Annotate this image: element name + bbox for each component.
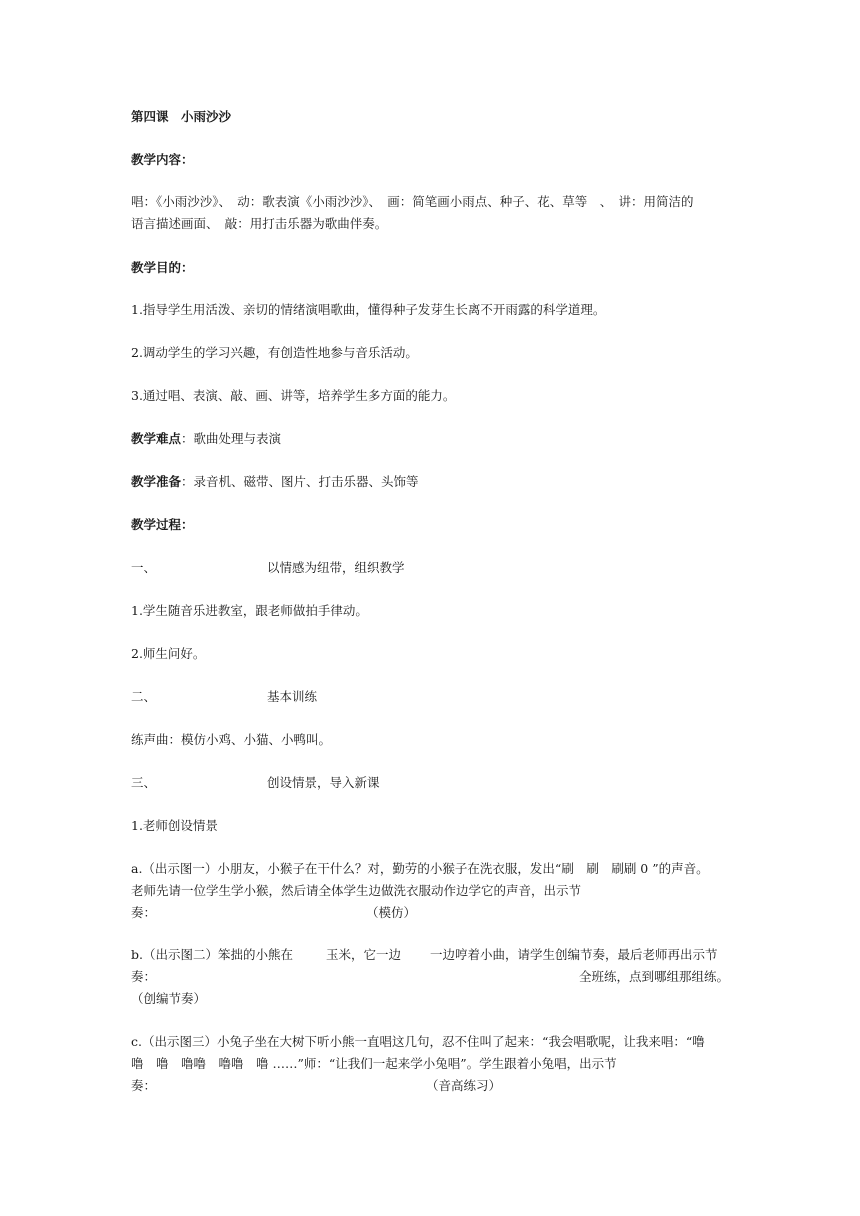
- para-c-line-3-right: （音高练习）: [426, 1078, 502, 1093]
- para-b-line-1-c: 一边哼着小曲，请学生创编节奏，最后老师再出示节: [430, 947, 718, 962]
- prep-line: [131, 474, 419, 490]
- section-1-num: 一、: [131, 560, 157, 575]
- para-a-line-3-right: （模仿）: [366, 905, 417, 920]
- section-2-title: 基本训练: [267, 689, 318, 704]
- para-b-line-1-b: 玉米，它一边: [326, 947, 402, 962]
- section-1-item-2: 2.师生问好。: [131, 646, 206, 661]
- section-2-num: 二、: [131, 689, 157, 704]
- para-c-line-1: c.（出示图三）小兔子坐在大树下听小熊一直唱这几句，忍不住叫了起来：“我会唱歌呢，让我来唱：“噜: [131, 1034, 705, 1049]
- para-b-line-1-a: b.（出示图二）笨拙的小熊在: [131, 947, 293, 962]
- prep-text: ：录音机、磁带、图片、打击乐器、头饰等: [181, 474, 419, 489]
- section-3-item-1: 1.老师创设情景: [131, 818, 218, 833]
- section-3-title: 创设情景，导入新课: [267, 775, 380, 790]
- goal-item-2: 2.调动学生的学习兴趣，有创造性地参与音乐活动。: [131, 345, 418, 360]
- goal-item-1: 1.指导学生用活泼、亲切的情绪演唱歌曲，懂得种子发芽生长离不开雨露的科学道理。: [131, 302, 606, 317]
- difficulty-label: 教学难点: [131, 431, 182, 446]
- para-c-line-3-left: 奏：: [131, 1078, 157, 1093]
- para-b-line-2-right: 全班练，点到哪组那组练。: [579, 969, 730, 984]
- goals-heading: 教学目的：: [131, 260, 194, 275]
- content-heading: 教学内容：: [131, 152, 194, 167]
- difficulty-line: [131, 431, 281, 447]
- para-a-line-3-left: 奏：: [131, 905, 157, 920]
- content-line-1: 唱：《小雨沙沙》、 动：歌表演《小雨沙沙》、 画：简笔画小雨点、种子、花、草等 、 讲：用简洁的: [131, 194, 694, 209]
- section-2-text: 练声曲：模仿小鸡、小猫、小鸭叫。: [131, 732, 332, 747]
- difficulty-text: ：歌曲处理与表演: [181, 431, 282, 446]
- para-b-line-3: （创编节奏）: [131, 991, 207, 1006]
- section-1-title: 以情感为纽带，组织教学: [267, 560, 405, 575]
- content-line-2: 语言描述画面、 敲：用打击乐器为歌曲伴奏。: [131, 216, 388, 231]
- para-c-line-2: 噜 噜 噜噜 噜噜 噜 ……”师：“让我们一起来学小兔唱”。学生跟着小兔唱，出示节: [131, 1056, 617, 1071]
- goal-item-3: 3.通过唱、表演、敲、画、讲等，培养学生多方面的能力。: [131, 388, 456, 403]
- process-heading: 教学过程：: [131, 517, 194, 532]
- para-a-line-2: 老师先请一位学生学小猴，然后请全体学生边做洗衣服动作边学它的声音，出示节: [131, 883, 582, 898]
- section-3-num: 三、: [131, 775, 157, 790]
- para-a-line-1: a.（出示图一）小朋友，小猴子在干什么？对，勤劳的小猴子在洗衣服，发出“刷 刷 刷刷 0 ”的声音。: [131, 861, 709, 876]
- para-b-line-2-left: 奏：: [131, 969, 157, 984]
- section-1-item-1: 1.学生随音乐进教室，跟老师做拍手律动。: [131, 603, 368, 618]
- lesson-title: 第四课 小雨沙沙: [131, 109, 232, 124]
- prep-label: 教学准备: [131, 474, 182, 489]
